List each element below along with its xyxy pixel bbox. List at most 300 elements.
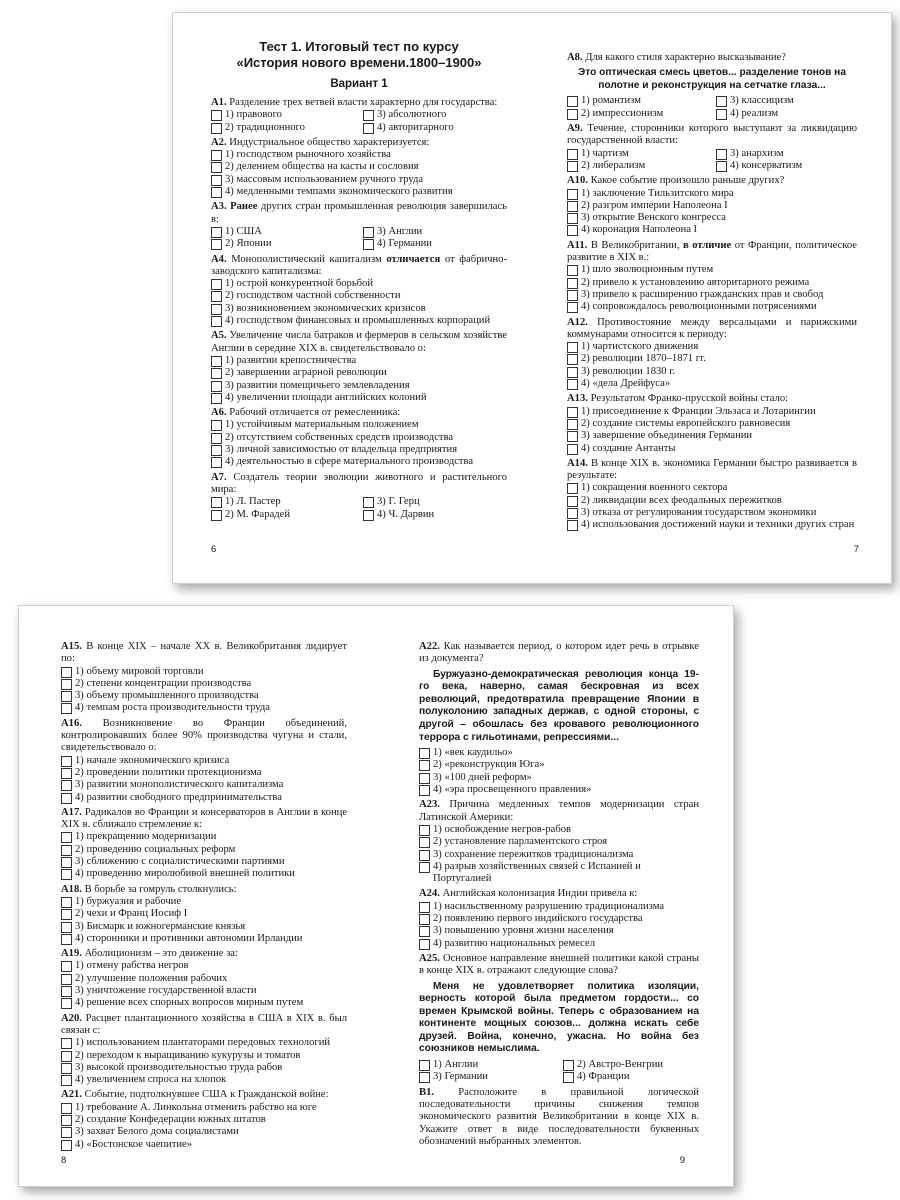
answer-option-label: 2) установление парламентского строя xyxy=(433,836,608,848)
question-number: А14. xyxy=(567,457,588,469)
checkbox-icon[interactable] xyxy=(567,431,578,442)
answer-option[interactable] xyxy=(211,456,507,468)
checkbox-icon[interactable] xyxy=(211,187,222,198)
question xyxy=(567,240,857,314)
checkbox-icon[interactable] xyxy=(363,497,374,508)
answer-option[interactable] xyxy=(567,430,857,442)
answer-option[interactable] xyxy=(61,1114,347,1126)
answer-option[interactable] xyxy=(716,148,857,160)
checkbox-icon[interactable] xyxy=(363,227,374,238)
checkbox-icon[interactable] xyxy=(567,189,578,200)
checkbox-icon[interactable] xyxy=(716,109,727,120)
answer-options xyxy=(419,747,699,796)
answer-option-label: 1) чартизм xyxy=(581,147,629,159)
checkbox-icon[interactable] xyxy=(567,407,578,418)
answer-option[interactable] xyxy=(211,149,507,161)
answer-option[interactable] xyxy=(563,1071,699,1083)
question-text xyxy=(419,799,699,824)
answer-option[interactable] xyxy=(61,856,347,868)
answer-option[interactable] xyxy=(61,985,347,997)
answer-option-label: 2) привело к установлению авторитарного режима xyxy=(581,276,810,288)
question xyxy=(419,641,699,796)
answer-option[interactable] xyxy=(61,1062,347,1074)
checkbox-icon[interactable] xyxy=(61,793,72,804)
checkbox-icon[interactable] xyxy=(419,773,430,784)
question-body: Расположите в правильной логической последовательности причины снижения темпов экономического развития Великобритании в конце XIX в. Укажите ответ в виде последовательности буквенных обозначений выбранных элементов. xyxy=(419,1086,699,1147)
answer-option[interactable] xyxy=(211,380,507,392)
page-9-column xyxy=(419,638,699,1148)
checkbox-icon[interactable] xyxy=(567,201,578,212)
answer-option[interactable] xyxy=(419,1059,555,1071)
checkbox-icon[interactable] xyxy=(716,161,727,172)
question-text xyxy=(567,393,857,405)
answer-option-label: 4) господством финансовых и промышленных корпораций xyxy=(225,315,491,327)
answer-option[interactable] xyxy=(363,238,507,250)
answer-option[interactable] xyxy=(419,772,699,784)
answer-option[interactable] xyxy=(61,997,347,1009)
question-number: А5. xyxy=(211,330,227,342)
answer-option[interactable] xyxy=(567,406,857,418)
question-text xyxy=(61,1013,347,1038)
question-text xyxy=(61,948,347,960)
answer-option-label: 2) традиционного xyxy=(225,121,305,133)
checkbox-icon[interactable] xyxy=(567,290,578,301)
checkbox-icon[interactable] xyxy=(363,510,374,521)
checkbox-icon[interactable] xyxy=(61,857,72,868)
answer-option[interactable] xyxy=(716,160,857,172)
question-text xyxy=(211,472,507,497)
question-body: других стран промышленная революция завершилась в: xyxy=(211,201,507,225)
answer-option[interactable] xyxy=(567,289,857,301)
answer-option-label: 4) развитию национальных ремесел xyxy=(433,937,595,949)
question-number: А20. xyxy=(61,1012,82,1024)
checkbox-icon[interactable] xyxy=(211,123,222,134)
checkbox-icon[interactable] xyxy=(211,510,222,521)
answer-option[interactable] xyxy=(567,95,708,107)
checkbox-icon[interactable] xyxy=(567,419,578,430)
answer-option-label: 3) завершение объединения Германии xyxy=(581,430,753,442)
answer-option[interactable] xyxy=(567,224,857,236)
answer-option[interactable] xyxy=(419,925,699,937)
checkbox-icon[interactable] xyxy=(419,748,430,759)
question-text xyxy=(567,458,857,483)
checkbox-icon[interactable] xyxy=(211,175,222,186)
checkbox-icon[interactable] xyxy=(419,850,430,861)
checkbox-icon[interactable] xyxy=(211,110,222,121)
answer-option[interactable] xyxy=(61,896,347,908)
course-title: «История нового времени.1800–1900» xyxy=(236,55,482,70)
checkbox-icon[interactable] xyxy=(211,356,222,367)
answer-option[interactable] xyxy=(419,784,699,796)
answer-option-label: 1) объему мировой торговли xyxy=(75,665,204,677)
answer-option-label: 1) острой конкурентной борьбой xyxy=(225,278,374,290)
question-body: Какое событие произошло раньше других? xyxy=(590,175,785,187)
checkbox-icon[interactable] xyxy=(419,825,430,836)
answer-option[interactable] xyxy=(61,666,347,678)
page-7-column xyxy=(567,49,857,532)
test-title-block xyxy=(211,39,507,91)
answer-option-label: 4) увеличении площади английских колоний xyxy=(225,391,427,403)
checkbox-icon[interactable] xyxy=(211,457,222,468)
answer-option-label: 1) чартистского движения xyxy=(581,341,699,353)
question-text xyxy=(419,1087,699,1148)
answer-option[interactable] xyxy=(211,432,507,444)
quote-text: Буржуазно-демократическая революция конца 19-го века, наверно, самая бескровная из всех революций, предотвратила превращение Японии в полуколонию западных держав, с одной стороны, с другой – обошлась без кровавого революционного террора с гильотинами, репрессиями... xyxy=(419,668,699,743)
checkbox-icon[interactable] xyxy=(419,837,430,848)
checkbox-icon[interactable] xyxy=(61,756,72,767)
checkbox-icon[interactable] xyxy=(567,508,578,519)
variant-title: Вариант 1 xyxy=(330,78,388,90)
question-number: А7. xyxy=(211,471,227,483)
answer-option[interactable] xyxy=(567,418,857,430)
answer-option[interactable] xyxy=(567,507,857,519)
checkbox-icon[interactable] xyxy=(363,110,374,121)
question-body: Индустриальное общество характеризуется: xyxy=(229,136,430,148)
checkbox-icon[interactable] xyxy=(61,934,72,945)
answer-option-label: 4) «дела Дрейфуса» xyxy=(581,378,671,390)
answer-option-label: 4) консерватизм xyxy=(730,159,803,171)
checkbox-icon[interactable] xyxy=(567,161,578,172)
checkbox-icon[interactable] xyxy=(419,760,430,771)
answer-options xyxy=(419,824,699,885)
checkbox-icon[interactable] xyxy=(211,420,222,431)
answer-option[interactable] xyxy=(567,212,857,224)
answer-option-label: 4) реализм xyxy=(730,107,779,119)
answer-option-label: 2) чехи и Франц Иосиф I xyxy=(75,908,188,920)
checkbox-icon[interactable] xyxy=(567,109,578,120)
question-number: А22. xyxy=(419,641,440,652)
answer-option[interactable] xyxy=(567,519,857,531)
checkbox-icon[interactable] xyxy=(567,483,578,494)
answer-option[interactable] xyxy=(363,122,507,134)
answer-option[interactable] xyxy=(61,1074,347,1086)
checkbox-icon[interactable] xyxy=(61,1103,72,1114)
checkbox-icon[interactable] xyxy=(567,96,578,107)
answer-option[interactable] xyxy=(61,844,347,856)
answer-option[interactable] xyxy=(211,109,355,121)
checkbox-icon[interactable] xyxy=(61,961,72,972)
checkbox-icon[interactable] xyxy=(567,213,578,224)
answer-option[interactable] xyxy=(363,109,507,121)
answer-option[interactable] xyxy=(211,226,355,238)
answer-option[interactable] xyxy=(61,960,347,972)
checkbox-icon[interactable] xyxy=(61,1140,72,1151)
checkbox-icon[interactable] xyxy=(211,162,222,173)
question-number: А17. xyxy=(61,806,82,818)
answer-option-label: 1) буржуазия и рабочие xyxy=(75,895,182,907)
checkbox-icon[interactable] xyxy=(211,497,222,508)
answer-option[interactable] xyxy=(61,1102,347,1114)
checkbox-icon[interactable] xyxy=(419,785,430,796)
question xyxy=(567,123,857,172)
answer-option-label: 1) Англии xyxy=(433,1059,479,1071)
answer-option[interactable] xyxy=(61,973,347,985)
answer-option[interactable] xyxy=(567,160,708,172)
checkbox-icon[interactable] xyxy=(211,393,222,404)
answer-option[interactable] xyxy=(419,1071,555,1083)
question xyxy=(211,137,507,198)
checkbox-icon[interactable] xyxy=(211,227,222,238)
question-text xyxy=(567,317,857,342)
answer-option[interactable] xyxy=(211,355,507,367)
answer-option[interactable] xyxy=(211,238,355,250)
answer-option[interactable] xyxy=(211,161,507,173)
answer-option[interactable] xyxy=(61,868,347,880)
answer-option[interactable] xyxy=(211,278,507,290)
answer-option[interactable] xyxy=(567,341,857,353)
question-number: А23. xyxy=(419,799,440,811)
answer-option[interactable] xyxy=(211,122,355,134)
answer-option-label: 1) сокращения военного сектора xyxy=(581,482,728,494)
checkbox-icon[interactable] xyxy=(567,225,578,236)
answer-option[interactable] xyxy=(363,226,507,238)
checkbox-icon[interactable] xyxy=(567,149,578,160)
checkbox-icon[interactable] xyxy=(567,379,578,390)
answer-option[interactable] xyxy=(211,496,355,508)
answer-option[interactable] xyxy=(211,367,507,379)
checkbox-icon[interactable] xyxy=(61,974,72,985)
answer-option[interactable] xyxy=(567,301,857,313)
checkbox-icon[interactable] xyxy=(61,922,72,933)
answer-option[interactable] xyxy=(567,495,857,507)
answer-option-label: 1) «век каудильо» xyxy=(433,747,513,759)
question-body: от Франции, политическое развитие в XIX в.: xyxy=(567,239,858,264)
answer-option[interactable] xyxy=(61,908,347,920)
checkbox-icon[interactable] xyxy=(61,768,72,779)
checkbox-icon[interactable] xyxy=(211,291,222,302)
answer-option[interactable] xyxy=(211,392,507,404)
answer-option[interactable] xyxy=(419,824,699,836)
answer-option[interactable] xyxy=(61,702,347,714)
checkbox-icon[interactable] xyxy=(567,496,578,507)
answer-options xyxy=(211,278,507,327)
answer-option[interactable] xyxy=(363,509,507,521)
answer-option[interactable] xyxy=(567,148,708,160)
checkbox-icon[interactable] xyxy=(419,939,430,950)
answer-option-label: 1) правового xyxy=(225,109,282,121)
answer-option[interactable] xyxy=(211,315,507,327)
question-text xyxy=(567,240,857,265)
answer-option[interactable] xyxy=(211,290,507,302)
checkbox-icon[interactable] xyxy=(419,1060,430,1071)
answer-option-label: 3) анархизм xyxy=(730,147,784,159)
answer-option[interactable] xyxy=(567,264,857,276)
checkbox-icon[interactable] xyxy=(567,520,578,531)
answer-option-label: 4) создание Антанты xyxy=(581,442,676,454)
checkbox-icon[interactable] xyxy=(567,444,578,455)
checkbox-icon[interactable] xyxy=(61,1038,72,1049)
answer-option[interactable] xyxy=(716,95,857,107)
checkbox-icon[interactable] xyxy=(61,780,72,791)
answer-option[interactable] xyxy=(61,933,347,945)
page-spread-8-9 xyxy=(18,605,734,1187)
checkbox-icon[interactable] xyxy=(419,914,430,925)
question-body: Результатом Франко-прусской войны стало: xyxy=(590,393,789,405)
checkbox-icon[interactable] xyxy=(211,304,222,315)
question-text xyxy=(567,175,857,187)
checkbox-icon[interactable] xyxy=(419,926,430,937)
checkbox-icon[interactable] xyxy=(419,1072,430,1083)
answer-options xyxy=(567,148,857,173)
checkbox-icon[interactable] xyxy=(363,123,374,134)
checkbox-icon[interactable] xyxy=(211,150,222,161)
answer-option[interactable] xyxy=(567,108,708,120)
answer-option-label: 2) «реконструкция Юга» xyxy=(433,759,545,771)
checkbox-icon[interactable] xyxy=(61,1075,72,1086)
answer-options xyxy=(567,264,857,313)
answer-option[interactable] xyxy=(61,767,347,779)
answer-option-label: 3) развитии монополистического капитализма xyxy=(75,779,284,791)
question xyxy=(419,799,699,885)
checkbox-icon[interactable] xyxy=(419,902,430,913)
answer-option[interactable] xyxy=(419,938,699,950)
question-body: Противостояние между версальцами и парижскими коммунарами относится к периоду: xyxy=(567,316,857,340)
answer-option[interactable] xyxy=(567,277,857,289)
checkbox-icon[interactable] xyxy=(61,986,72,997)
answer-option-label: 2) проведении политики протекционизма xyxy=(75,766,262,778)
answer-option-label: 1) использованием плантаторами передовых технологий xyxy=(75,1037,331,1049)
answer-option[interactable] xyxy=(567,482,857,494)
answer-option-label: 1) развитии крепостничества xyxy=(225,354,357,366)
checkbox-icon[interactable] xyxy=(567,342,578,353)
checkbox-icon[interactable] xyxy=(61,703,72,714)
answer-option-label: 1) заключение Тильзитского мира xyxy=(581,187,734,199)
checkbox-icon[interactable] xyxy=(363,239,374,250)
checkbox-icon[interactable] xyxy=(211,368,222,379)
question-number: А8. xyxy=(567,52,583,63)
answer-option[interactable] xyxy=(61,792,347,804)
answer-option[interactable] xyxy=(419,913,699,925)
checkbox-icon[interactable] xyxy=(61,679,72,690)
answer-option[interactable] xyxy=(61,921,347,933)
test-title: Тест 1. Итоговый тест по курсу xyxy=(259,39,459,54)
answer-option-label: 1) насильственному разрушению традиционализма xyxy=(433,900,665,912)
answer-option-label: 4) авторитарного xyxy=(377,121,454,133)
answer-option[interactable] xyxy=(419,901,699,913)
answer-option[interactable] xyxy=(61,831,347,843)
checkbox-icon[interactable] xyxy=(567,354,578,365)
answer-option[interactable] xyxy=(563,1059,699,1071)
checkbox-icon[interactable] xyxy=(61,845,72,856)
checkbox-icon[interactable] xyxy=(567,367,578,378)
answer-option[interactable] xyxy=(419,747,699,759)
answer-option[interactable] xyxy=(61,1139,347,1151)
checkbox-icon[interactable] xyxy=(419,862,430,873)
checkbox-icon[interactable] xyxy=(211,279,222,290)
answer-option[interactable] xyxy=(567,443,857,455)
answer-option[interactable] xyxy=(211,303,507,315)
checkbox-icon[interactable] xyxy=(567,278,578,289)
checkbox-icon[interactable] xyxy=(211,433,222,444)
answer-option[interactable] xyxy=(419,849,699,861)
answer-option[interactable] xyxy=(211,419,507,431)
page-number: 6 xyxy=(211,544,217,555)
answer-option[interactable] xyxy=(61,1126,347,1138)
answer-option[interactable] xyxy=(61,755,347,767)
answer-option[interactable] xyxy=(61,690,347,702)
answer-option[interactable] xyxy=(61,1037,347,1049)
answer-option[interactable] xyxy=(567,188,857,200)
checkbox-icon[interactable] xyxy=(567,265,578,276)
checkbox-icon[interactable] xyxy=(61,869,72,880)
answer-option[interactable] xyxy=(211,186,507,198)
checkbox-icon[interactable] xyxy=(61,667,72,678)
answer-option-label: 2) Австро-Венгрии xyxy=(577,1059,664,1071)
question-text xyxy=(211,330,507,355)
checkbox-icon[interactable] xyxy=(61,1127,72,1138)
checkbox-icon[interactable] xyxy=(61,691,72,702)
answer-option-label: 3) сближению с социалистическими партиями xyxy=(75,856,285,868)
checkbox-icon[interactable] xyxy=(563,1072,574,1083)
answer-option-label: 3) объему промышленного производства xyxy=(75,690,259,702)
checkbox-icon[interactable] xyxy=(211,445,222,456)
checkbox-icon[interactable] xyxy=(716,149,727,160)
answer-option[interactable] xyxy=(419,759,699,771)
checkbox-icon[interactable] xyxy=(61,832,72,843)
question-number: А12. xyxy=(567,316,588,328)
question-text xyxy=(61,718,347,755)
answer-option[interactable] xyxy=(716,108,857,120)
answer-options xyxy=(567,482,857,531)
checkbox-icon[interactable] xyxy=(211,381,222,392)
checkbox-icon[interactable] xyxy=(61,998,72,1009)
answer-option[interactable] xyxy=(211,174,507,186)
answer-option[interactable] xyxy=(567,353,857,365)
answer-option[interactable] xyxy=(419,861,699,886)
checkbox-icon[interactable] xyxy=(61,1051,72,1062)
question xyxy=(211,330,507,404)
question-emphasis: Ранее xyxy=(230,201,258,213)
answer-option[interactable] xyxy=(61,779,347,791)
answer-option-label: 3) развитии помещичьего землевладения xyxy=(225,379,410,391)
answer-option[interactable] xyxy=(211,509,355,521)
answer-option-label: 2) отсутствием собственных средств производства xyxy=(225,431,454,443)
answer-option[interactable] xyxy=(61,1050,347,1062)
question-number: А16. xyxy=(61,717,82,729)
checkbox-icon[interactable] xyxy=(61,909,72,920)
answer-option[interactable] xyxy=(211,444,507,456)
answer-option-label: 3) возникновением экономических кризисов xyxy=(225,302,426,314)
checkbox-icon[interactable] xyxy=(567,302,578,313)
answer-option-label: 3) привело к расширению гражданских прав и свобод xyxy=(581,288,824,300)
answer-options xyxy=(567,95,857,120)
answer-option-label: 3) высокой производительностью труда рабов xyxy=(75,1061,283,1073)
checkbox-icon[interactable] xyxy=(211,316,222,327)
question-number: В1. xyxy=(419,1086,435,1098)
checkbox-icon[interactable] xyxy=(61,1115,72,1126)
answer-option[interactable] xyxy=(61,678,347,690)
checkbox-icon[interactable] xyxy=(211,239,222,250)
checkbox-icon[interactable] xyxy=(563,1060,574,1071)
answer-options xyxy=(211,226,507,251)
question-body: Основное направление внешней политики какой страны в конце XIX в. отражают следующие слова? xyxy=(419,952,699,977)
checkbox-icon[interactable] xyxy=(61,1063,72,1074)
answer-option-label: 3) захват Белого дома социалистами xyxy=(75,1126,239,1138)
question-body: от фабрично-заводского капитализма: xyxy=(211,253,507,277)
answer-options xyxy=(211,496,507,521)
checkbox-icon[interactable] xyxy=(716,96,727,107)
answer-option-label: 4) медленными темпами экономического развития xyxy=(225,186,453,198)
question-list xyxy=(211,97,507,521)
answer-option[interactable] xyxy=(567,366,857,378)
question xyxy=(61,1013,347,1087)
answer-option[interactable] xyxy=(567,378,857,390)
answer-option[interactable] xyxy=(363,496,507,508)
checkbox-icon[interactable] xyxy=(61,897,72,908)
answer-option-label: 1) присоединение к Франции Эльзаса и Лотарингии xyxy=(581,405,816,417)
answer-option[interactable] xyxy=(567,200,857,212)
answer-option[interactable] xyxy=(419,836,699,848)
